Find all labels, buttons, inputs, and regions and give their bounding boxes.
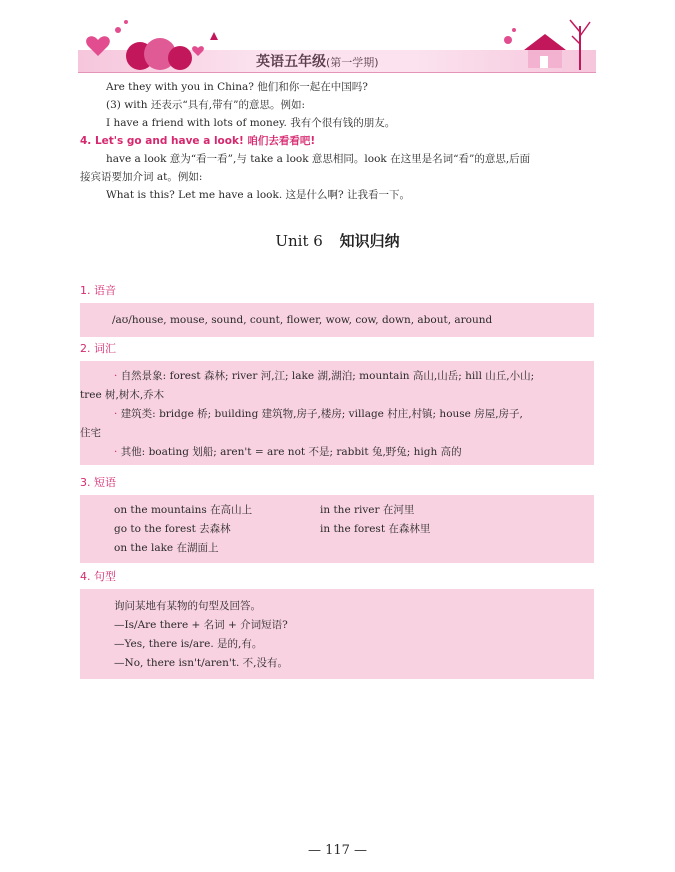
phrase-row: on the lake 在湖面上 <box>114 542 219 554</box>
section-label: 4. 句型 <box>80 570 116 583</box>
phrase-row: on the mountains 在高山上 in the river 在河里 <box>114 504 415 516</box>
vocab-other: · 其他: boating 划船; aren't = are not 不是; rabbit 兔,野兔; high 高的 <box>114 446 462 458</box>
example-sentence: What is this? Let me have a look. 这是什么啊? 让我看一下。 <box>106 189 411 201</box>
unit-topic: 知识归纳 <box>339 232 400 250</box>
bullet-icon: · <box>114 408 118 420</box>
section-label: 3. 短语 <box>80 476 116 489</box>
explanation-line: (3) with 还表示“具有,带有”的意思。例如: <box>106 99 305 111</box>
unit-title <box>0 230 675 251</box>
example-sentence: Are they with you in China? 他们和你一起在中国吗? <box>106 81 368 93</box>
explanation-line: 接宾语要加介词 at。例如: <box>80 171 203 183</box>
sentences-box <box>80 589 594 679</box>
phonetics-box <box>80 303 594 337</box>
bullet-icon: · <box>114 370 118 382</box>
vocab-nature: · 自然景象: forest 森林; river 河,江; lake 湖,湖泊; mountain 高山,山岳; hill 山丘,小山; <box>114 370 535 382</box>
section-label: 2. 词汇 <box>80 342 116 355</box>
sentence-line: 询问某地有某物的句型及回答。 <box>114 600 261 612</box>
section-vocabulary <box>80 340 594 465</box>
vocab-buildings: · 建筑类: bridge 桥; building 建筑物,房子,楼房; village 村庄,村镇; house 房屋,房子, <box>114 408 523 420</box>
book-title: 英语五年级(第一学期) <box>256 54 379 70</box>
point-heading: 4. Let's go and have a look! 咱们去看看吧! <box>80 135 316 147</box>
section-phrases <box>80 474 594 563</box>
section-phonetics <box>80 282 594 337</box>
section-label: 1. 语音 <box>80 284 116 297</box>
unit-number: Unit 6 <box>275 232 323 250</box>
vocab-buildings-cont: 住宅 <box>80 427 101 439</box>
bullet-icon: · <box>114 446 118 458</box>
sentence-line: —Yes, there is/are. 是的,有。 <box>114 638 263 650</box>
phonetics-content: /aʊ/house, mouse, sound, count, flower, wow, cow, down, about, around <box>112 314 493 326</box>
explanation-line: have a look 意为“看一看”,与 take a look 意思相同。look 在这里是名词“看”的意思,后面 <box>106 153 531 165</box>
hearts-decoration <box>78 10 228 74</box>
sentence-line: —No, there isn't/aren't. 不,没有。 <box>114 657 288 669</box>
house-tree-decoration <box>498 10 596 74</box>
intro-block <box>80 78 594 204</box>
vocabulary-box <box>80 361 594 465</box>
example-sentence: I have a friend with lots of money. 我有个很有钱的朋友。 <box>106 117 396 129</box>
phrases-box <box>80 495 594 563</box>
page-number: — 117 — <box>307 843 368 858</box>
page-header <box>78 10 596 74</box>
vocab-nature-cont: tree 树,树木,乔木 <box>80 389 165 401</box>
sentence-line: —Is/Are there + 名词 + 介词短语? <box>114 619 288 631</box>
section-sentences <box>80 568 594 679</box>
phrase-row: go to the forest 去森林 in the forest 在森林里 <box>114 523 431 535</box>
